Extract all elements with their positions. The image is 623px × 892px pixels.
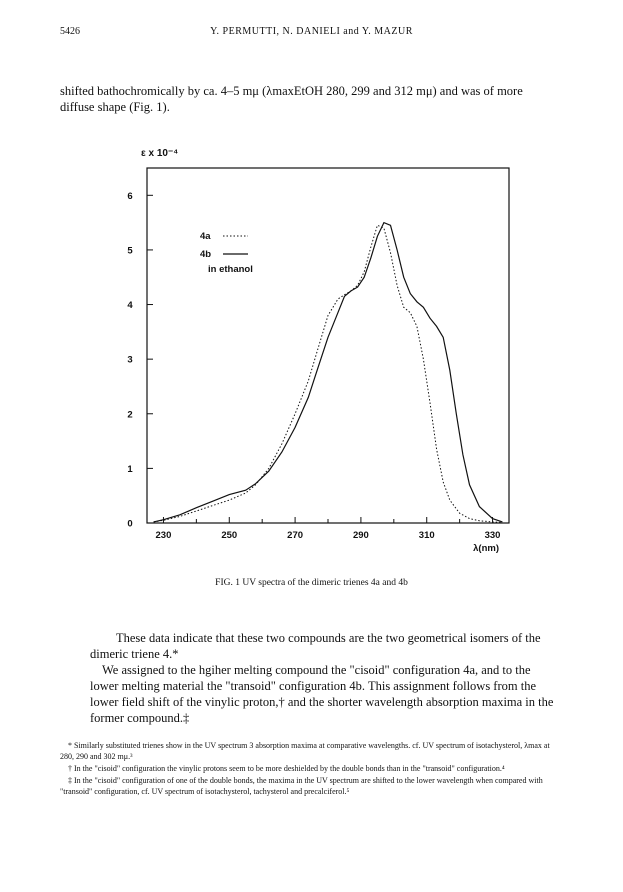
series-lines bbox=[154, 223, 503, 523]
y-tick-label: 3 bbox=[127, 354, 133, 366]
legend-label-4b: 4b bbox=[200, 249, 212, 260]
x-tick-label: 270 bbox=[287, 530, 304, 541]
x-tick-label: 330 bbox=[484, 530, 501, 541]
x-tick-label: 250 bbox=[221, 530, 238, 541]
footnote-2: † In the "cisoid" configuration the vinylic protons seem to be more deshielded by the double bonds than in the "transoid" configuration.⁴ bbox=[68, 764, 505, 773]
footnote-1: * Similarly substituted trienes show in the UV spectrum 3 absorption maxima at comparative wavelengths. cf. UV spectrum of isotachysterol, λmax at 280, 290 and 302 mμ.³ bbox=[60, 741, 550, 761]
body-text bbox=[90, 630, 560, 726]
x-tick-label: 310 bbox=[418, 530, 435, 541]
intro-paragraph: shifted bathochromically by ca. 4–5 mμ (λmaxEtOH 280, 299 and 312 mμ) and was of more diffuse shape (Fig. 1). bbox=[60, 84, 523, 114]
page-number: 5426 bbox=[60, 26, 80, 37]
y-tick-label: 1 bbox=[127, 463, 133, 475]
legend-label-4a: 4a bbox=[200, 231, 211, 242]
series-line-4b bbox=[154, 223, 503, 522]
y-tick-label: 4 bbox=[127, 300, 133, 312]
y-axis-label: ε x 10⁻⁴ bbox=[141, 148, 179, 159]
footnote-3: ‡ In the "cisoid" configuration of one of the double bonds, the maxima in the UV spectrum are shifted to the lower wavelength when compared with "transoid" configuration, cf. UV spectrum of isotachysterol, tachysterol and precalciferol.⁵ bbox=[60, 776, 543, 796]
legend-note: in ethanol bbox=[208, 264, 253, 275]
footnotes bbox=[60, 740, 560, 798]
x-axis-label: λ(nm) bbox=[473, 543, 499, 554]
y-tick-label: 2 bbox=[127, 409, 133, 421]
plot-frame bbox=[147, 168, 509, 523]
body-paragraph-1: These data indicate that these two compounds are the two geometrical isomers of the dimeric triene 4.* bbox=[90, 631, 541, 661]
figure-caption: FIG. 1 UV spectra of the dimeric trienes 4a and 4b bbox=[215, 578, 408, 588]
x-tick-label: 290 bbox=[352, 530, 369, 541]
x-tick-label: 230 bbox=[155, 530, 172, 541]
y-tick-label: 5 bbox=[127, 245, 133, 257]
body-paragraph-2: We assigned to the hgiher melting compound the "cisoid" configuration 4a, and to the lower melting material the "transoid" configuration 4b. This assignment follows from the lower field shift of the vinylic proton,† and the shorter wavelength absorption maxima in the former compound.‡ bbox=[90, 663, 554, 725]
y-tick-label: 0 bbox=[127, 518, 133, 530]
axis-ticks bbox=[127, 191, 500, 554]
y-tick-label: 6 bbox=[127, 190, 133, 202]
chart-legend bbox=[200, 231, 253, 275]
running-authors: Y. PERMUTTI, N. DANIELI and Y. MAZUR bbox=[210, 26, 413, 37]
